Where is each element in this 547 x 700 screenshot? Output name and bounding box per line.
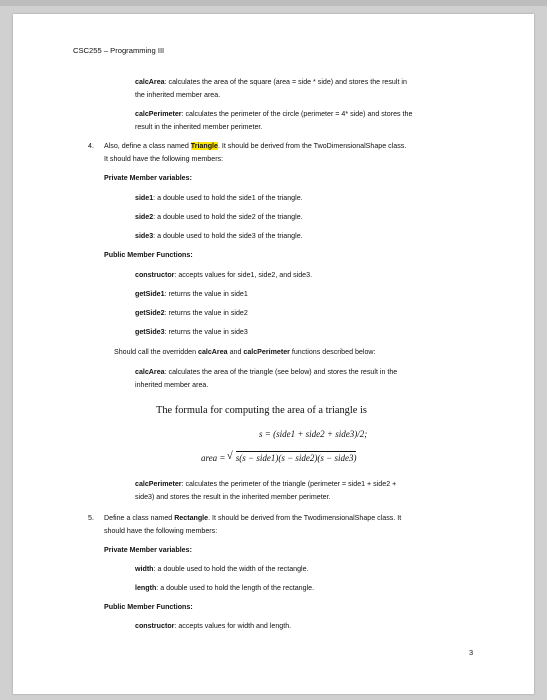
text-line [135, 381, 208, 390]
text-run: : a double used to hold the side2 of the triangle. [153, 213, 303, 221]
text-line [135, 290, 248, 299]
bold-term: constructor [135, 622, 175, 630]
highlighted-term: Triangle [190, 142, 218, 150]
bold-term: getSide1 [135, 290, 165, 298]
document-page [13, 14, 534, 694]
text-run: : calculates the perimeter of the circle (perimeter = 4* side) and stores the [181, 110, 413, 118]
text-run: : returns the value in side1 [164, 290, 248, 298]
text-run: : a double used to hold the side3 of the triangle. [153, 232, 303, 240]
bold-term: calcArea [135, 368, 165, 376]
text-line [104, 527, 217, 536]
text-line [135, 480, 396, 489]
text-run: It should have the following members: [104, 155, 224, 163]
bold-term: calcPerimeter [135, 480, 182, 488]
bold-term: side1 [135, 194, 154, 202]
formula-area-radicand: s(s − side1)(s − side2)(s − side3) [235, 453, 357, 463]
text-line [135, 110, 412, 119]
text-run: . It should be derived from the TwoDimensionalShape class. [217, 142, 407, 150]
text-line [135, 584, 314, 593]
bold-term: side3 [135, 232, 154, 240]
bold-term: Public Member Functions: [104, 603, 193, 611]
text-line [135, 565, 309, 574]
formula-area [201, 454, 356, 463]
formula-area-lhs: area = [201, 453, 228, 463]
text-line [104, 603, 193, 612]
bold-term: Private Member variables: [104, 174, 192, 182]
text-line [135, 309, 248, 318]
bold-term: calcPerimeter [243, 348, 290, 356]
bold-term: calcPerimeter [135, 110, 182, 118]
bold-term: Private Member variables: [104, 546, 192, 554]
text-run: Define a class named [104, 514, 175, 522]
bold-term: width [135, 565, 154, 573]
text-run: Should call the overridden [114, 348, 198, 356]
text-line [104, 251, 193, 260]
text-line [135, 78, 407, 87]
bold-term: side2 [135, 213, 154, 221]
text-run: : calculates the perimeter of the triangle (perimeter = side1 + side2 + [181, 480, 397, 488]
text-line [135, 194, 303, 203]
bold-term: calcArea [135, 78, 165, 86]
bold-term: length [135, 584, 157, 592]
text-run: inherited member area. [135, 381, 209, 389]
text-run: Also, define a class named [104, 142, 191, 150]
bold-term: Rectangle [174, 514, 209, 522]
text-line [135, 271, 312, 280]
text-line [135, 91, 220, 100]
text-run: . It should be derived from the TwodimensionalShape class. It [208, 514, 402, 522]
text-run: : accepts values for side1, side2, and side3. [174, 271, 313, 279]
text-line [104, 155, 223, 164]
text-line [135, 123, 262, 132]
formula-title: The formula for computing the area of a triangle is [156, 405, 367, 416]
text-run: : returns the value in side3 [164, 328, 248, 336]
text-run: : calculates the area of the square (area = side * side) and stores the result in [164, 78, 407, 86]
text-line [104, 546, 192, 555]
text-line [104, 142, 406, 151]
text-line [104, 174, 192, 183]
square-root-icon [228, 454, 357, 463]
text-line [135, 213, 303, 222]
text-run: 5. [88, 514, 94, 522]
text-line [88, 514, 94, 523]
text-run: 4. [88, 142, 94, 150]
text-run: : accepts values for width and length. [174, 622, 292, 630]
text-line [135, 493, 331, 502]
viewer-top-bar [0, 0, 547, 6]
text-line [135, 328, 248, 337]
text-run: : a double used to hold the side1 of the triangle. [153, 194, 303, 202]
formula-s: s = (side1 + side2 + side3)/2; [259, 429, 368, 439]
bold-term: constructor [135, 271, 175, 279]
bold-term: Public Member Functions: [104, 251, 193, 259]
text-run: should have the following members: [104, 527, 218, 535]
text-run: : calculates the area of the triangle (see below) and stores the result in the [164, 368, 398, 376]
page-header: CSC255 – Programming III [73, 46, 165, 55]
text-run: : a double used to hold the length of the rectangle. [156, 584, 315, 592]
bold-term: calcArea [198, 348, 228, 356]
text-run: : a double used to hold the width of the rectangle. [153, 565, 309, 573]
text-run: side3) and stores the result in the inherited member perimeter. [135, 493, 331, 501]
text-line [135, 622, 291, 631]
text-line [114, 348, 376, 357]
text-run: the inherited member area. [135, 91, 221, 99]
text-line [135, 368, 397, 377]
text-run: functions described below: [289, 348, 376, 356]
text-run: : returns the value in side2 [164, 309, 248, 317]
text-line [88, 142, 94, 151]
bold-term: getSide2 [135, 309, 165, 317]
text-line [104, 514, 401, 523]
text-run: result in the inherited member perimeter. [135, 123, 263, 131]
text-run: and [227, 348, 244, 356]
page-number: 3 [469, 648, 474, 657]
bold-term: getSide3 [135, 328, 165, 336]
text-line [135, 232, 303, 241]
